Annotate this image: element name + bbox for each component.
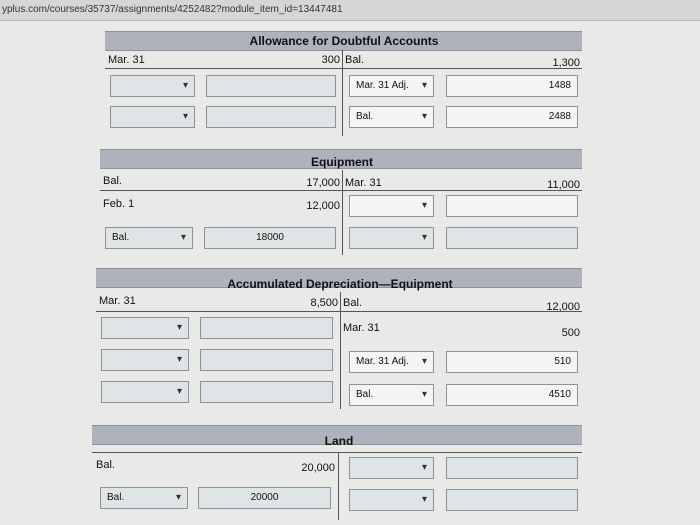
accum-t-divider [340, 292, 341, 409]
equipment-bal-input[interactable] [204, 227, 336, 249]
allowance-right-label: Bal. [345, 54, 364, 66]
equipment-bal-value: 18000 [256, 232, 284, 243]
accum-bal-right-select[interactable] [349, 384, 434, 406]
accum-adj-select-label: Mar. 31 Adj. [356, 356, 409, 367]
allowance-t-divider [342, 50, 343, 136]
equipment-right-label: Mar. 31 [345, 177, 382, 189]
accum-t-line [96, 311, 582, 312]
equipment-t-divider [342, 170, 343, 255]
allowance-t-line [105, 68, 582, 69]
accum-bal-right-input[interactable] [446, 384, 578, 406]
accum-left-label: Mar. 31 [99, 295, 136, 307]
equipment-title: Equipment [311, 155, 373, 169]
land-row1-right-input[interactable] [446, 457, 578, 479]
allowance-left-amount: 300 [321, 54, 340, 66]
equipment-right-amount: 11,000 [547, 179, 580, 191]
accum-left-amount: 8,500 [310, 297, 338, 309]
land-bal-right-select[interactable] [349, 489, 434, 511]
allowance-row1-left-input[interactable] [206, 75, 336, 97]
land-bal-select[interactable] [100, 487, 188, 509]
allowance-title: Allowance for Doubtful Accounts [249, 34, 439, 48]
accum-bal-select-label: Bal. [356, 389, 374, 400]
equipment-bal-right-select[interactable] [349, 227, 434, 249]
allowance-row2-right-input[interactable] [446, 106, 578, 128]
allowance-row1-left-select[interactable] [110, 75, 195, 97]
land-row1-right-select[interactable] [349, 457, 434, 479]
equipment-left-amount-feb: 12,000 [306, 200, 340, 212]
accum-adj-right-input[interactable] [446, 351, 578, 373]
allowance-row2-left-select[interactable] [110, 106, 195, 128]
land-bal-right-input[interactable] [446, 489, 578, 511]
allowance-left-label: Mar. 31 [108, 54, 145, 66]
browser-url-bar[interactable]: yplus.com/courses/35737/assignments/4252482?module_item_id=13447481 [0, 0, 700, 21]
accum-row3-left-input[interactable] [200, 381, 333, 403]
allowance-row2-right-select-label: Bal. [356, 111, 374, 122]
equipment-bal-right-input[interactable] [446, 227, 578, 249]
land-bal-input[interactable] [198, 487, 331, 509]
allowance-right-amount: 1,300 [552, 57, 580, 69]
allowance-row1-right-input[interactable] [446, 75, 578, 97]
accum-row3-left-select[interactable] [101, 381, 189, 403]
allowance-row1-right-value: 1488 [548, 80, 571, 91]
accum-right-amount-mar31: 500 [561, 327, 580, 339]
accum-adj-right-select[interactable] [349, 351, 434, 373]
accum-right-label-bal: Bal. [343, 297, 362, 309]
equipment-feb-right-select[interactable] [349, 195, 434, 217]
accum-adj-value: 510 [554, 356, 571, 367]
allowance-row2-right-value: 2488 [548, 111, 571, 122]
allowance-row1-right-select[interactable] [349, 75, 434, 97]
allowance-row1-right-select-label: Mar. 31 Adj. [356, 80, 409, 91]
accum-row1-left-input[interactable] [200, 317, 333, 339]
equipment-left-amount-bal: 17,000 [306, 177, 340, 189]
accum-row1-left-select[interactable] [101, 317, 189, 339]
land-bal-value: 20000 [250, 492, 279, 503]
equipment-bal-select[interactable] [105, 227, 193, 249]
accum-bal-value: 4510 [548, 389, 571, 400]
equipment-feb-right-input[interactable] [446, 195, 578, 217]
allowance-row2-right-select[interactable] [349, 106, 434, 128]
equipment-left-label-bal: Bal. [103, 175, 122, 187]
accum-right-amount-bal: 12,000 [546, 301, 580, 313]
equipment-bal-select-label: Bal. [112, 232, 130, 243]
allowance-row2-left-input[interactable] [206, 106, 336, 128]
land-t-divider [338, 452, 339, 520]
land-t-line [92, 452, 582, 453]
equipment-left-label-feb: Feb. 1 [103, 198, 135, 210]
land-left-label: Bal. [96, 459, 115, 471]
accum-right-label-mar31: Mar. 31 [343, 322, 380, 334]
land-title: Land [324, 434, 354, 448]
equipment-t-line [100, 190, 582, 191]
accum-row2-left-select[interactable] [101, 349, 189, 371]
accum-row2-left-input[interactable] [200, 349, 333, 371]
land-left-amount: 20,000 [301, 462, 335, 474]
land-bal-select-label: Bal. [107, 492, 125, 503]
accum-title: Accumulated Depreciation—Equipment [227, 277, 453, 291]
